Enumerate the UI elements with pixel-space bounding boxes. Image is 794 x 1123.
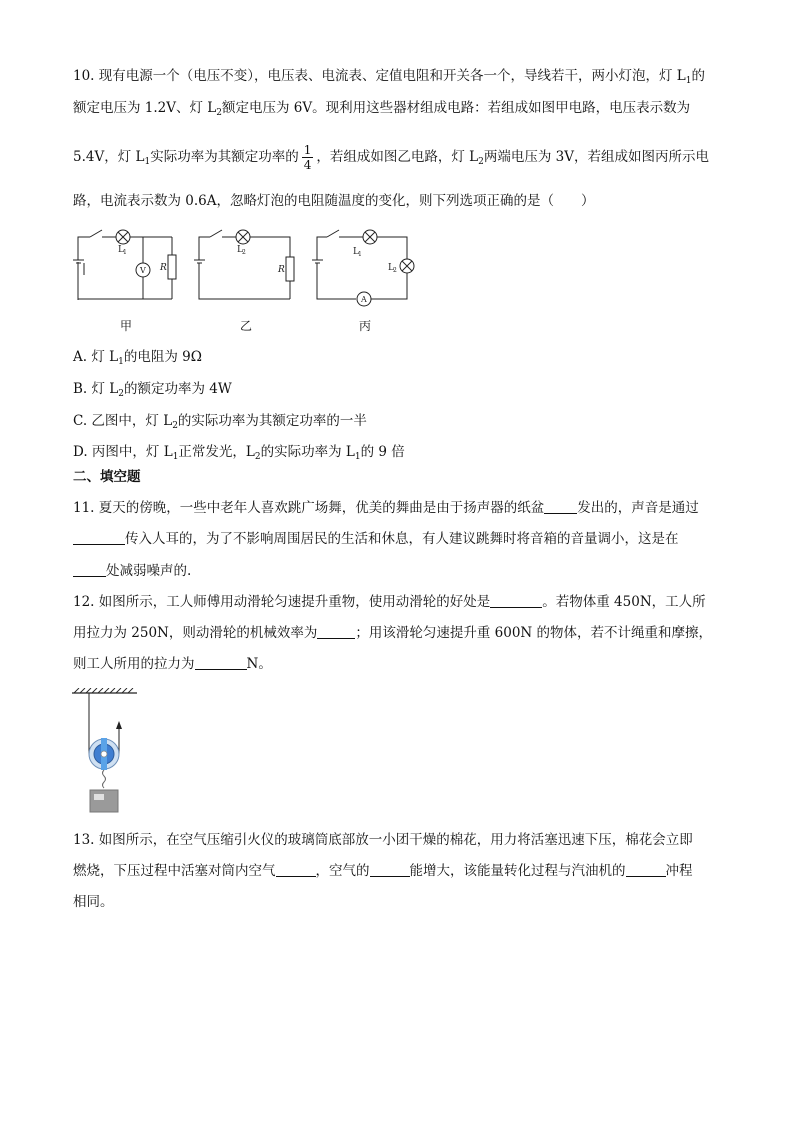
svg-text:R: R: [160, 263, 167, 273]
fraction-one-quarter: $\frac{1}{4}$: [303, 143, 312, 172]
q12-line2: 用拉力为 250N，则动滑轮的机械效率为 ；用该滑轮匀速提升重 600N 的物体，若不计绳重和摩擦，: [73, 625, 713, 641]
caption-jia: 甲: [120, 319, 133, 333]
q12-line3: 则工人所用的拉力为 N。: [73, 656, 272, 672]
svg-text:L: L: [118, 245, 124, 255]
svg-text:R: R: [278, 265, 285, 275]
svg-text:L: L: [353, 247, 359, 257]
q10-line2: 额定电压为 1.2V、灯 $L_2$额定电压为 6V。现利用这些器材组成电路：若组成如图甲电路，电压表示数为: [73, 100, 691, 118]
caption-yi: 乙: [240, 319, 253, 333]
q10-line4: 路，电流表示数为 0.6A，忽略灯泡的电阻随温度的变化，则下列选项正确的是（ ）: [73, 193, 595, 209]
q13-line2: 燃烧，下压过程中活塞对筒内空气 ，空气的 能增大，该能量转化过程与汽油机的 冲程: [73, 863, 693, 879]
q11-line3: 处减弱噪声的.: [73, 561, 191, 581]
section-heading: 二、填空题: [73, 469, 141, 485]
q13-line3: 相同。: [73, 894, 114, 910]
pulley-diagram: [70, 688, 140, 816]
svg-text:2: 2: [242, 249, 246, 256]
svg-text:1: 1: [123, 249, 127, 256]
caption-bing: 丙: [359, 319, 372, 333]
svg-text:1: 1: [358, 251, 362, 258]
svg-text:2: 2: [393, 267, 397, 274]
q11-line1: 11. 夏天的傍晚，一些中老年人喜欢跳广场舞，优美的舞曲是由于扬声器的纸盆 发出的，声音是通过: [73, 500, 699, 516]
q13-line1: 13. 如图所示，在空气压缩引火仪的玻璃筒底部放一小团干燥的棉花，用力将活塞迅速下压，棉花会立即: [73, 832, 693, 848]
q10-option-d: D. 丙图中，灯 $L_1$正常发光，$L_2$的实际功率为 $L_1$的 9 倍: [73, 444, 405, 462]
q11-line2: 传入人耳的，为了不影响周围居民的生活和休息，有人建议跳舞时将音箱的音量调小，这是在: [73, 529, 679, 549]
svg-text:V: V: [140, 266, 146, 275]
q12-line1: 12. 如图所示，工人师傅用动滑轮匀速提升重物，使用动滑轮的好处是 。若物体重 450N，工人所: [73, 594, 706, 610]
q10-option-c: C. 乙图中，灯 $L_2$的实际功率为其额定功率的一半: [73, 413, 367, 431]
svg-text:L: L: [237, 245, 243, 255]
q10-option-a: A. 灯 $L_1$的电阻为 9Ω: [73, 349, 202, 367]
svg-text:A: A: [361, 295, 367, 304]
q10-line1: 10. 现有电源一个（电压不变），电压表、电流表、定值电阻和开关各一个，导线若干，两小灯泡，灯 $L_1$的: [73, 68, 705, 86]
q10-option-b: B. 灯 $L_2$的额定功率为 4W: [73, 381, 232, 399]
svg-text:L: L: [388, 263, 394, 273]
q10-line3: 5.4V，灯 $L_1$实际功率为其额定功率的 $\frac{1}{4}$ ，若组成如图乙电路，灯 $L_2$两端电压为 3V，若组成如图丙所示电: [73, 143, 709, 172]
